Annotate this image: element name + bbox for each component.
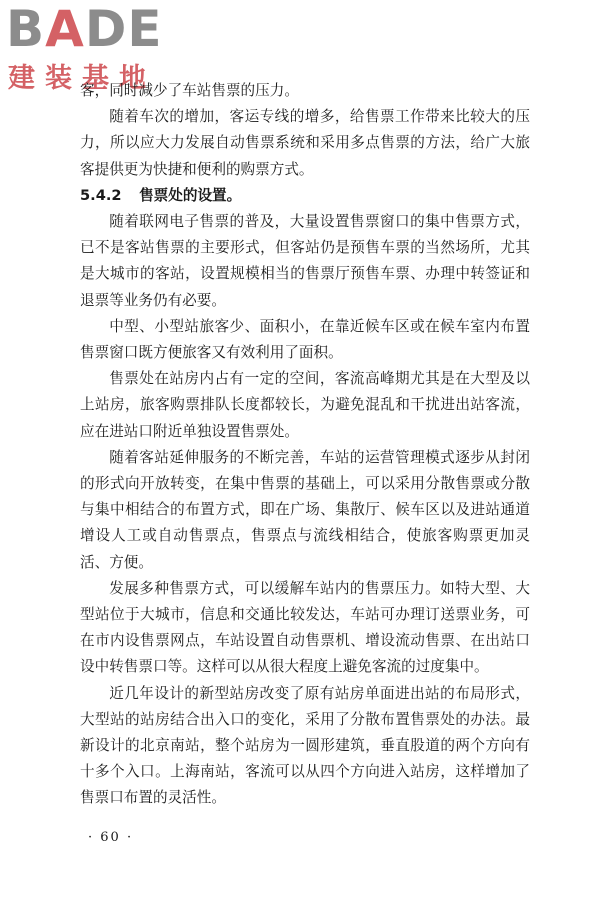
paragraph-4: 售票处在站房内占有一定的空间，客流高峰期尤其是在大型及以上站房，旅客购票排队长度都较长，为避免混乱和干扰进出站客流，应在进站口附近单独设置售票处。 [80,370,530,440]
section-heading [80,183,530,209]
logo-subtitle: 建装基地 [8,63,156,94]
section-title: 售票处的设置。 [139,186,242,204]
page-body [80,78,530,812]
section-number: 5.4.2 [80,186,122,204]
bade-logo [6,0,176,94]
paragraph-1: 随着车次的增加，客运专线的增多，给售票工作带来比较大的压力，所以应大力发展自动售票系统和采用多点售票的方法，给广大旅客提供更为快捷和便利的购票方式。 [80,108,530,178]
logo-letters-de: DE [84,0,163,58]
logo-wordmark [6,0,163,58]
paragraph-3: 中型、小型站旅客少、面积小，在靠近候车区或在候车室内布置售票窗口既方便旅客又有效利用了面积。 [80,317,530,362]
paragraph-2: 随着联网电子售票的普及，大量设置售票窗口的集中售票方式，已不是客站售票的主要形式，但客站仍是预售车票的当然场所，尤其是大城市的客站，设置规模相当的售票厅预售车票、办理中转签证和退票等业务仍有必要。 [80,213,530,309]
logo-letter-b: B [6,0,46,58]
paragraph-5: 随着客站延伸服务的不断完善，车站的运营管理模式逐步从封闭的形式向开放转变，在集中售票的基础上，可以采用分散售票或分散与集中相结合的布置方式，即在广场、集散厅、候车区以及进站通道增设人工或自动售票点，售票点与流线相结合，使旅客购票更加灵活、方便。 [80,448,530,571]
paragraph-7: 近几年设计的新型站房改变了原有站房单面进出站的布局形式，大型站的站房结合出入口的变化，采用了分散布置售票处的办法。最新设计的北京南站，整个站房为一圆形建筑，垂直股道的两个方向有十多个入口。上海南站，客流可以从四个方向进入站房，这样增加了售票口布置的灵活性。 [80,684,530,807]
page-number: · 60 · [88,830,134,845]
paragraph-continued: 客，同时减少了车站售票的压力。 [80,82,299,99]
logo-letter-a: A [45,0,85,58]
paragraph-6: 发展多种售票方式，可以缓解车站内的售票压力。如特大型、大型站位于大城市，信息和交通比较发达，车站可办理订送票业务，可在市内设售票网点，车站设置自动售票机、增设流动售票、在出站口设中转售票口等。这样可以从很大程度上避免客流的过度集中。 [80,579,530,676]
